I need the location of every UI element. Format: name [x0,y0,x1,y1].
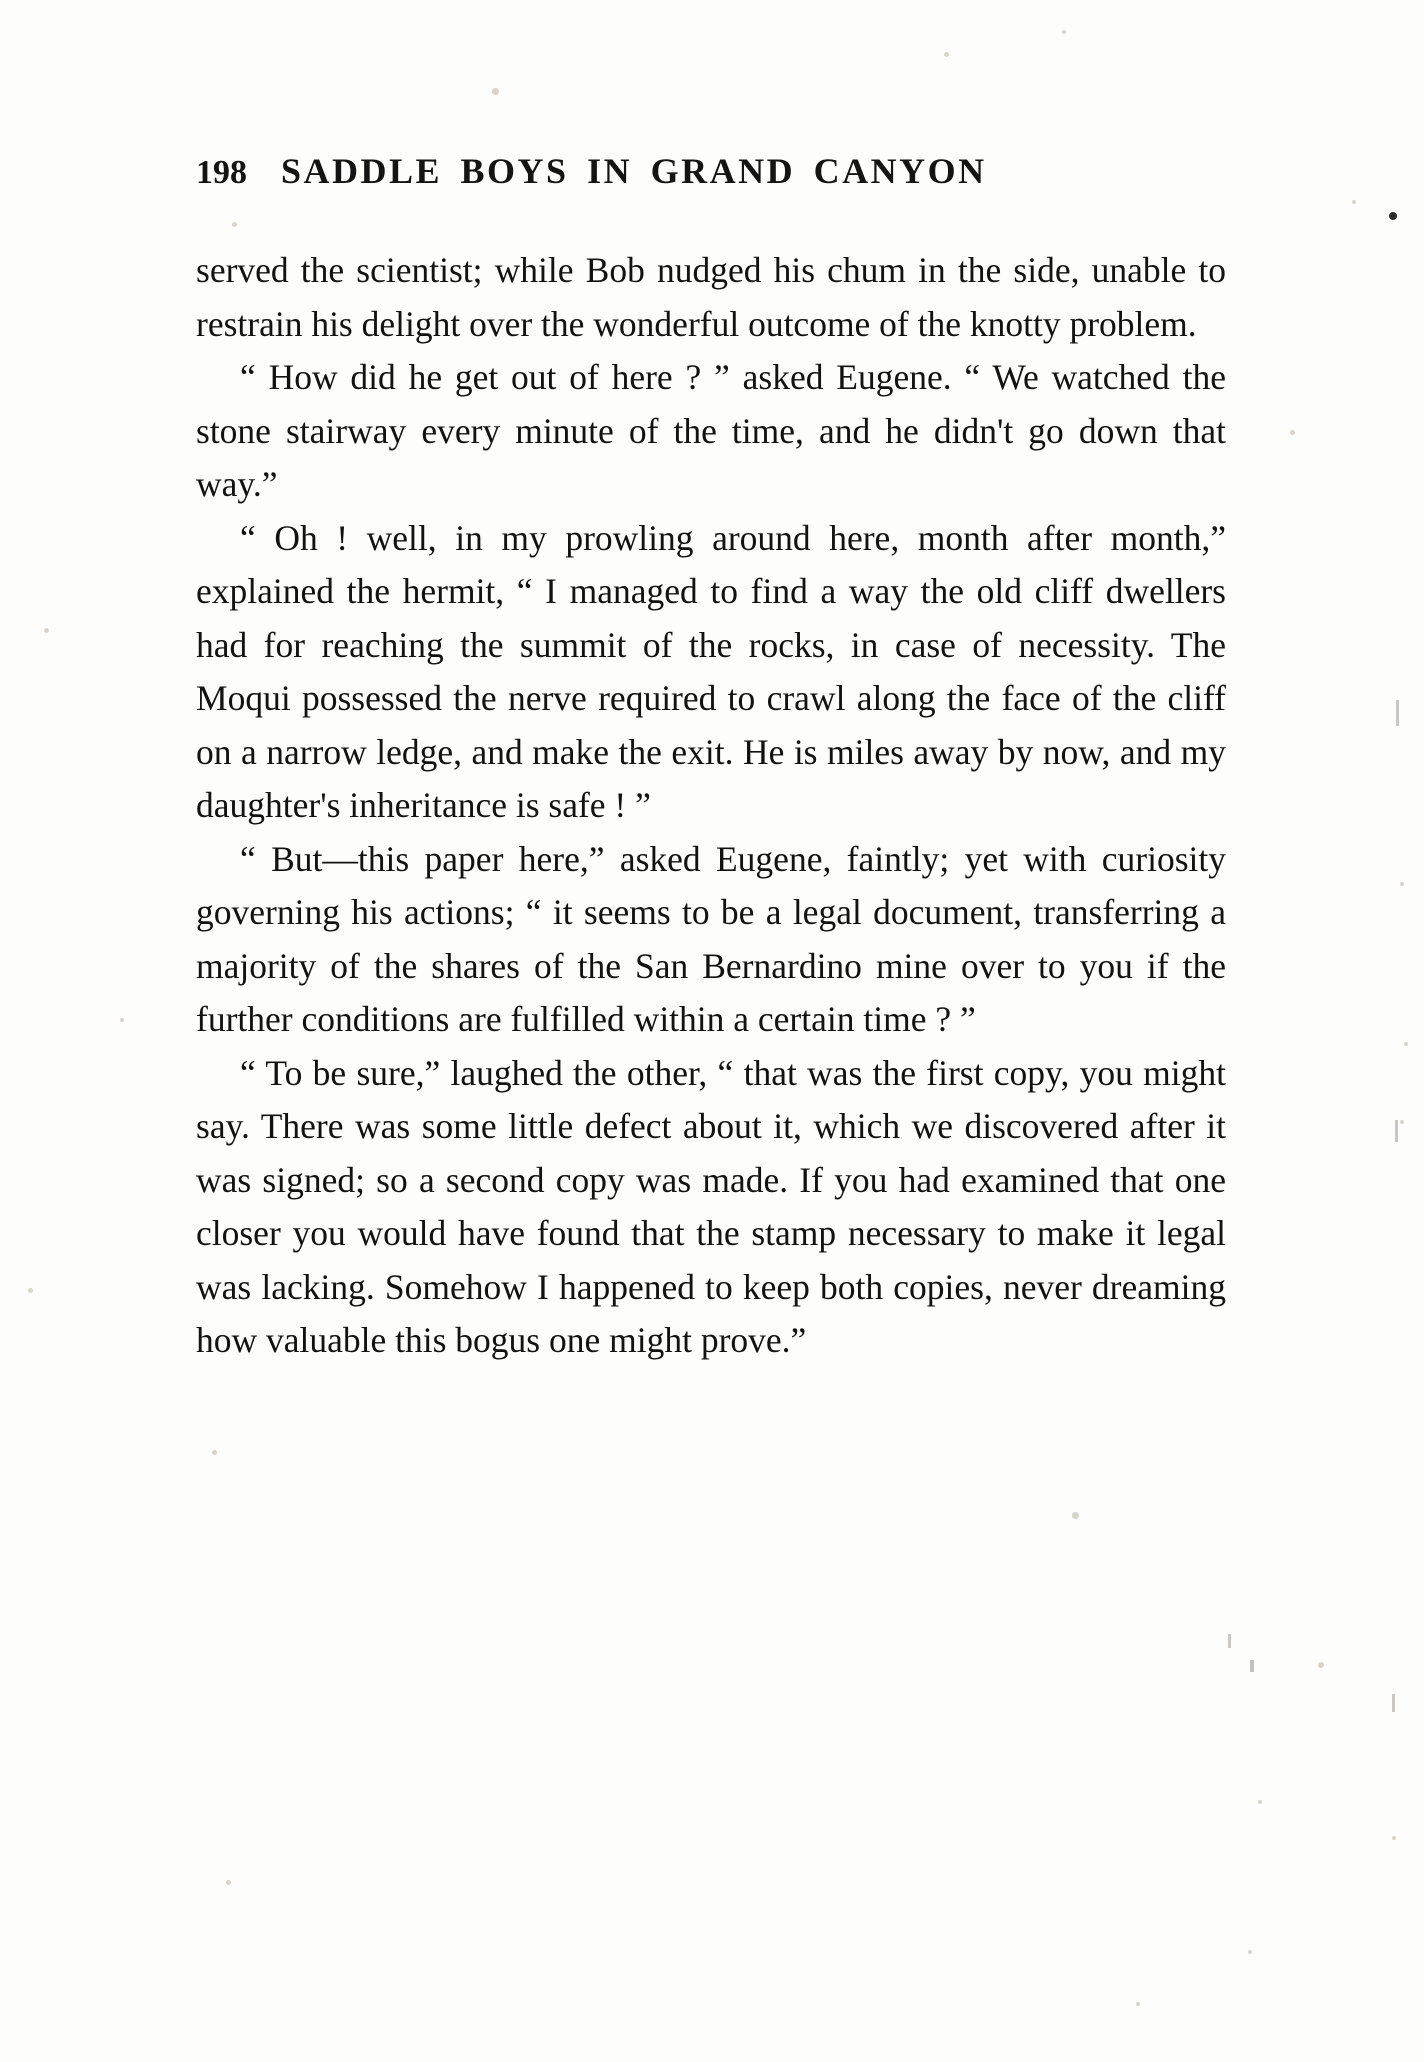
page-content [196,150,1226,1368]
paper-speck [1136,2002,1140,2006]
page-number: 198 [196,154,247,191]
edge-bleed-mark [1228,1634,1231,1648]
paper-speck [1352,200,1356,204]
paper-speck [226,1880,231,1885]
paper-speck [1290,430,1295,435]
margin-ink-dot [1389,212,1397,220]
running-head [196,150,1226,192]
paper-speck [1248,1950,1252,1954]
paper-speck [944,52,949,57]
paragraph: “ Oh ! well, in my prowling around here, month after month,” explained the hermit, “ I managed to find a way the old cliff dwellers had for reaching the summit of the rocks, in case of necessity. The Moqui possessed the nerve required to crawl along the face of the cliff on a narrow ledge, and make the exit. He is miles away by now, and my daughter's inheritance is safe ! ” [196,517,1226,825]
edge-bleed-mark [1396,700,1399,726]
paragraph: served the scientist; while Bob nudged his chum in the side, unable to restrain his delight over the wonderful outcome of the knotty problem. [196,250,1226,344]
paragraph: “ How did he get out of here ? ” asked Eugene. “ We watched the stone stairway every minute of the time, and he didn't go down that way.” [196,357,1226,504]
paper-speck [1400,1120,1404,1124]
paper-speck [1318,1662,1324,1668]
body-text [196,244,1226,1368]
running-head-title: SADDLE BOYS IN GRAND CANYON [281,151,987,191]
paper-speck [492,88,499,95]
paragraph: “ But—this paper here,” asked Eugene, faintly; yet with curiosity governing his actions; “ it seems to be a legal document, transferring a majority of the shares of the San Bernardino mine over to you if the further conditions are fulfilled within a certain time ? ” [196,838,1226,1039]
edge-bleed-mark [1392,1694,1395,1712]
edge-bleed-mark [1395,1120,1398,1142]
paper-speck [44,628,49,633]
paper-speck [212,1450,217,1455]
paper-speck [28,1288,33,1293]
paper-speck [1062,30,1066,34]
paper-speck [1258,1800,1262,1804]
edge-bleed-mark [1250,1660,1254,1672]
paragraph: “ To be sure,” laughed the other, “ that was the first copy, you might say. There was some little defect about it, which we discovered after it was signed; so a second copy was made. If you had examined that one closer you would have found that the stamp necessary to make it legal was lacking. Somehow I happened to keep both copies, never dreaming how valuable this bogus one might prove.” [196,1052,1226,1360]
paper-speck [1400,882,1404,886]
paper-speck [1404,1042,1408,1046]
paper-speck [1072,1512,1079,1519]
paper-speck [120,1018,124,1022]
paper-speck [1392,1836,1396,1840]
